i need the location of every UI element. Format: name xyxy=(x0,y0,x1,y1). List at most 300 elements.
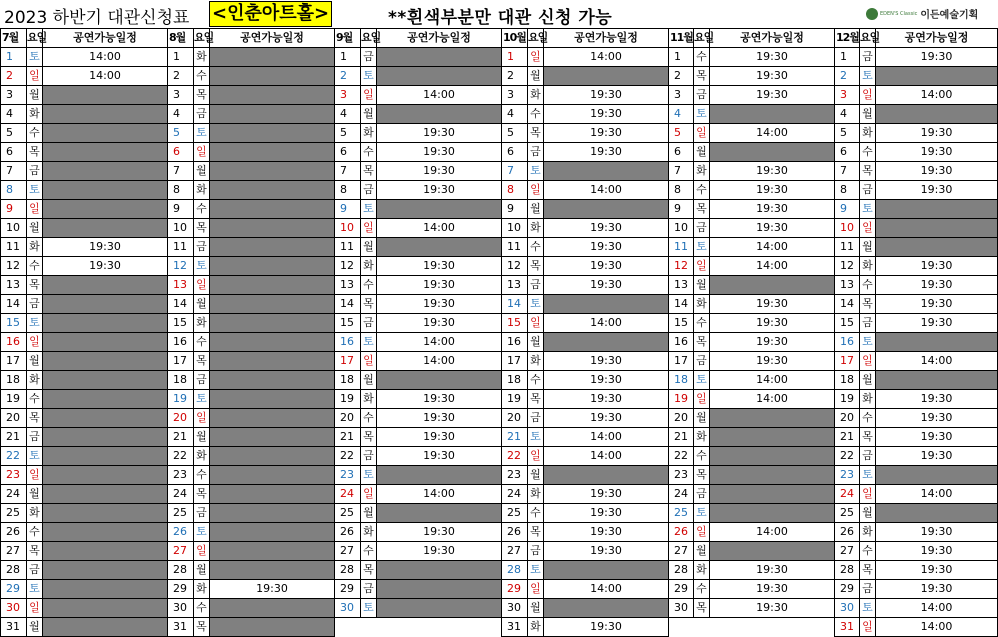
day-number: 13 xyxy=(168,276,194,295)
day-number: 26 xyxy=(502,523,528,542)
available-slot[interactable]: 19:30 xyxy=(544,618,669,637)
day-row xyxy=(502,333,669,352)
weekday-header: 요일 xyxy=(528,29,544,48)
available-slot[interactable]: 14:00 xyxy=(876,618,998,637)
available-slot[interactable]: 14:00 xyxy=(377,86,502,105)
day-row xyxy=(1,238,168,257)
weekday-cell: 목 xyxy=(528,124,544,143)
weekday-cell: 목 xyxy=(194,352,210,371)
blocked-slot xyxy=(210,162,335,181)
schedule-grid xyxy=(0,28,997,633)
blocked-slot xyxy=(377,580,502,599)
day-row xyxy=(168,105,335,124)
weekday-cell: 화 xyxy=(528,485,544,504)
available-slot[interactable]: 14:00 xyxy=(544,580,669,599)
available-slot[interactable]: 19:30 xyxy=(876,162,998,181)
day-number: 21 xyxy=(1,428,27,447)
day-number: 18 xyxy=(835,371,860,390)
day-row xyxy=(669,371,835,390)
day-row xyxy=(1,181,168,200)
available-slot[interactable]: 14:00 xyxy=(377,485,502,504)
day-number: 8 xyxy=(669,181,694,200)
blocked-slot xyxy=(210,447,335,466)
weekday-cell: 월 xyxy=(194,162,210,181)
available-slot[interactable]: 19:30 xyxy=(377,295,502,314)
weekday-cell: 금 xyxy=(528,143,544,162)
available-slot[interactable]: 19:30 xyxy=(544,409,669,428)
available-slot[interactable]: 19:30 xyxy=(876,447,998,466)
available-slot[interactable]: 19:30 xyxy=(710,200,835,219)
day-number: 16 xyxy=(335,333,361,352)
available-slot[interactable]: 19:30 xyxy=(876,257,998,276)
available-slot[interactable]: 14:00 xyxy=(876,352,998,371)
day-number: 15 xyxy=(1,314,27,333)
available-slot[interactable]: 19:30 xyxy=(710,314,835,333)
available-slot[interactable]: 19:30 xyxy=(876,523,998,542)
day-number: 4 xyxy=(168,105,194,124)
day-row xyxy=(1,314,168,333)
available-slot[interactable]: 19:30 xyxy=(876,295,998,314)
blocked-slot xyxy=(43,200,168,219)
weekday-cell: 화 xyxy=(694,561,710,580)
day-number: 2 xyxy=(835,67,860,86)
day-number: 23 xyxy=(335,466,361,485)
day-row xyxy=(669,599,835,618)
available-slot[interactable]: 14:00 xyxy=(544,181,669,200)
available-slot[interactable]: 19:30 xyxy=(377,523,502,542)
available-slot[interactable]: 19:30 xyxy=(710,599,835,618)
day-number: 31 xyxy=(1,618,27,637)
available-slot[interactable]: 19:30 xyxy=(710,580,835,599)
day-row xyxy=(1,333,168,352)
day-row xyxy=(168,618,335,637)
blocked-slot xyxy=(377,599,502,618)
day-number: 15 xyxy=(502,314,528,333)
day-number: 18 xyxy=(669,371,694,390)
available-slot[interactable]: 14:00 xyxy=(377,219,502,238)
day-number: 10 xyxy=(669,219,694,238)
day-row xyxy=(835,485,998,504)
available-slot[interactable]: 19:30 xyxy=(876,428,998,447)
blocked-slot xyxy=(43,333,168,352)
day-number: 4 xyxy=(335,105,361,124)
weekday-cell: 금 xyxy=(860,314,876,333)
available-slot[interactable]: 14:00 xyxy=(544,447,669,466)
day-row xyxy=(335,276,502,295)
blocked-slot xyxy=(210,238,335,257)
available-slot[interactable]: 19:30 xyxy=(710,181,835,200)
weekday-cell: 월 xyxy=(860,105,876,124)
day-number: 30 xyxy=(669,599,694,618)
day-number: 20 xyxy=(835,409,860,428)
blocked-slot xyxy=(43,561,168,580)
weekday-cell: 일 xyxy=(528,181,544,200)
blocked-slot xyxy=(377,67,502,86)
blocked-slot xyxy=(43,86,168,105)
weekday-cell: 토 xyxy=(361,599,377,618)
available-slot[interactable]: 19:30 xyxy=(43,238,168,257)
available-slot[interactable]: 14:00 xyxy=(710,523,835,542)
day-row xyxy=(1,162,168,181)
blocked-slot xyxy=(210,599,335,618)
day-number: 7 xyxy=(835,162,860,181)
available-slot[interactable]: 19:30 xyxy=(377,143,502,162)
weekday-cell: 월 xyxy=(860,371,876,390)
day-row xyxy=(335,295,502,314)
available-slot[interactable]: 14:00 xyxy=(377,352,502,371)
available-slot[interactable]: 19:30 xyxy=(876,143,998,162)
available-slot[interactable]: 14:00 xyxy=(876,485,998,504)
month-label: 7월 xyxy=(1,29,27,48)
day-number: 20 xyxy=(669,409,694,428)
day-number: 11 xyxy=(835,238,860,257)
company-logo xyxy=(866,6,978,22)
weekday-cell: 토 xyxy=(528,295,544,314)
available-slot[interactable]: 19:30 xyxy=(876,580,998,599)
available-slot[interactable]: 14:00 xyxy=(876,86,998,105)
weekday-cell: 금 xyxy=(361,580,377,599)
weekday-cell: 월 xyxy=(694,143,710,162)
available-slot[interactable]: 19:30 xyxy=(876,314,998,333)
day-row xyxy=(502,561,669,580)
available-slot[interactable]: 19:30 xyxy=(544,371,669,390)
day-number: 29 xyxy=(335,580,361,599)
weekday-cell: 목 xyxy=(194,86,210,105)
weekday-cell: 월 xyxy=(194,295,210,314)
day-row xyxy=(335,143,502,162)
day-number: 22 xyxy=(669,447,694,466)
day-number: 19 xyxy=(335,390,361,409)
day-row xyxy=(835,67,998,86)
day-row xyxy=(835,86,998,105)
blocked-slot xyxy=(43,143,168,162)
blocked-slot xyxy=(544,200,669,219)
blocked-slot xyxy=(544,561,669,580)
weekday-cell: 금 xyxy=(694,219,710,238)
weekday-cell: 수 xyxy=(361,542,377,561)
blocked-slot xyxy=(210,466,335,485)
available-slot[interactable]: 19:30 xyxy=(544,124,669,143)
blocked-slot xyxy=(876,200,998,219)
available-slot[interactable]: 19:30 xyxy=(876,48,998,67)
day-number: 25 xyxy=(335,504,361,523)
available-slot[interactable]: 19:30 xyxy=(544,352,669,371)
day-number: 19 xyxy=(835,390,860,409)
day-row xyxy=(669,48,835,67)
blocked-slot xyxy=(544,333,669,352)
day-number: 3 xyxy=(835,86,860,105)
day-number: 8 xyxy=(168,181,194,200)
day-number: 11 xyxy=(1,238,27,257)
day-row xyxy=(168,447,335,466)
day-number: 28 xyxy=(335,561,361,580)
available-slot[interactable]: 19:30 xyxy=(710,219,835,238)
day-row xyxy=(335,428,502,447)
day-number: 6 xyxy=(835,143,860,162)
day-number: 13 xyxy=(335,276,361,295)
blocked-slot xyxy=(210,409,335,428)
available-slot[interactable]: 19:30 xyxy=(377,447,502,466)
weekday-cell: 화 xyxy=(361,390,377,409)
available-slot[interactable]: 14:00 xyxy=(710,257,835,276)
available-slot[interactable]: 19:30 xyxy=(377,162,502,181)
day-number: 8 xyxy=(335,181,361,200)
day-row xyxy=(835,295,998,314)
day-row xyxy=(1,86,168,105)
day-number: 8 xyxy=(502,181,528,200)
weekday-cell: 화 xyxy=(194,48,210,67)
available-slot[interactable]: 19:30 xyxy=(544,86,669,105)
blocked-slot xyxy=(876,504,998,523)
day-row xyxy=(502,200,669,219)
day-row xyxy=(168,67,335,86)
day-row xyxy=(335,67,502,86)
day-number: 10 xyxy=(1,219,27,238)
day-number: 12 xyxy=(669,257,694,276)
day-number: 28 xyxy=(1,561,27,580)
available-slot[interactable]: 19:30 xyxy=(377,390,502,409)
day-number: 11 xyxy=(168,238,194,257)
available-slot[interactable]: 14:00 xyxy=(710,371,835,390)
available-slot[interactable]: 19:30 xyxy=(876,276,998,295)
available-slot[interactable]: 19:30 xyxy=(710,48,835,67)
available-slot[interactable]: 14:00 xyxy=(544,428,669,447)
available-slot[interactable]: 19:30 xyxy=(710,67,835,86)
available-slot[interactable]: 19:30 xyxy=(544,390,669,409)
day-number: 7 xyxy=(335,162,361,181)
day-number: 16 xyxy=(168,333,194,352)
blocked-slot xyxy=(43,162,168,181)
available-slot[interactable]: 19:30 xyxy=(544,276,669,295)
day-row xyxy=(335,352,502,371)
day-row xyxy=(835,257,998,276)
day-number: 28 xyxy=(168,561,194,580)
weekday-cell: 금 xyxy=(361,314,377,333)
day-number: 29 xyxy=(502,580,528,599)
weekday-cell: 월 xyxy=(194,561,210,580)
available-slot[interactable]: 19:30 xyxy=(710,352,835,371)
day-row xyxy=(669,580,835,599)
weekday-cell: 금 xyxy=(361,447,377,466)
available-slot[interactable]: 14:00 xyxy=(544,314,669,333)
weekday-cell: 일 xyxy=(528,314,544,333)
weekday-cell: 월 xyxy=(27,352,43,371)
day-number: 30 xyxy=(1,599,27,618)
blocked-slot xyxy=(710,276,835,295)
day-number: 6 xyxy=(669,143,694,162)
available-slot[interactable]: 14:00 xyxy=(544,48,669,67)
day-row xyxy=(669,333,835,352)
available-slot[interactable]: 14:00 xyxy=(876,599,998,618)
day-row xyxy=(335,580,502,599)
month-header-row xyxy=(1,29,168,48)
available-slot[interactable]: 19:30 xyxy=(377,257,502,276)
weekday-cell: 수 xyxy=(361,409,377,428)
booking-notice: **흰색부분만 대관 신청 가능 xyxy=(388,8,613,28)
available-slot[interactable]: 19:30 xyxy=(876,561,998,580)
blocked-slot xyxy=(876,333,998,352)
day-number: 8 xyxy=(1,181,27,200)
available-slot[interactable]: 19:30 xyxy=(377,314,502,333)
available-slot[interactable]: 19:30 xyxy=(876,542,998,561)
blocked-slot xyxy=(710,428,835,447)
available-slot[interactable]: 19:30 xyxy=(876,390,998,409)
day-number: 21 xyxy=(335,428,361,447)
weekday-cell: 일 xyxy=(194,143,210,162)
blocked-slot xyxy=(210,219,335,238)
weekday-cell: 토 xyxy=(27,580,43,599)
blocked-slot xyxy=(210,618,335,637)
weekday-cell: 토 xyxy=(361,67,377,86)
day-row xyxy=(835,504,998,523)
day-row xyxy=(835,428,998,447)
weekday-cell: 목 xyxy=(194,618,210,637)
available-slot[interactable]: 19:30 xyxy=(377,276,502,295)
day-row xyxy=(168,143,335,162)
day-row xyxy=(1,580,168,599)
weekday-cell: 화 xyxy=(194,181,210,200)
weekday-cell: 월 xyxy=(27,86,43,105)
available-slot[interactable]: 19:30 xyxy=(710,162,835,181)
available-slot[interactable]: 19:30 xyxy=(544,523,669,542)
weekday-cell: 목 xyxy=(860,162,876,181)
day-row xyxy=(335,124,502,143)
day-row xyxy=(835,390,998,409)
weekday-header: 요일 xyxy=(27,29,43,48)
available-slot[interactable]: 14:00 xyxy=(43,67,168,86)
available-slot[interactable]: 19:30 xyxy=(377,409,502,428)
available-slot[interactable]: 19:30 xyxy=(710,295,835,314)
available-slot[interactable]: 19:30 xyxy=(544,542,669,561)
blocked-slot xyxy=(43,523,168,542)
weekday-cell: 목 xyxy=(361,428,377,447)
day-row xyxy=(835,618,998,637)
available-slot[interactable]: 14:00 xyxy=(710,390,835,409)
available-slot[interactable]: 19:30 xyxy=(544,504,669,523)
blocked-slot xyxy=(210,143,335,162)
blocked-slot xyxy=(710,447,835,466)
day-row xyxy=(669,124,835,143)
weekday-cell: 화 xyxy=(694,295,710,314)
day-row xyxy=(168,48,335,67)
day-row xyxy=(835,447,998,466)
available-slot[interactable]: 19:30 xyxy=(876,124,998,143)
available-slot[interactable]: 19:30 xyxy=(544,485,669,504)
weekday-cell: 토 xyxy=(27,181,43,200)
day-number: 8 xyxy=(835,181,860,200)
day-number: 10 xyxy=(168,219,194,238)
available-slot[interactable]: 14:00 xyxy=(710,238,835,257)
day-row xyxy=(168,580,335,599)
available-slot[interactable]: 19:30 xyxy=(710,561,835,580)
weekday-cell: 수 xyxy=(528,105,544,124)
day-number: 13 xyxy=(835,276,860,295)
available-slot[interactable]: 19:30 xyxy=(210,580,335,599)
day-number: 26 xyxy=(835,523,860,542)
month-table xyxy=(834,28,998,633)
day-number: 25 xyxy=(168,504,194,523)
weekday-cell: 금 xyxy=(27,295,43,314)
blocked-slot xyxy=(210,257,335,276)
weekday-cell: 월 xyxy=(194,428,210,447)
day-row xyxy=(168,561,335,580)
available-slot[interactable]: 19:30 xyxy=(544,105,669,124)
weekday-cell: 금 xyxy=(194,238,210,257)
day-number: 3 xyxy=(168,86,194,105)
day-number: 14 xyxy=(335,295,361,314)
weekday-cell: 화 xyxy=(860,257,876,276)
blocked-slot xyxy=(876,67,998,86)
available-slot[interactable]: 19:30 xyxy=(377,181,502,200)
weekday-cell: 토 xyxy=(860,200,876,219)
day-row xyxy=(335,485,502,504)
day-number: 13 xyxy=(502,276,528,295)
weekday-cell: 토 xyxy=(27,314,43,333)
day-row xyxy=(502,580,669,599)
weekday-cell: 수 xyxy=(860,542,876,561)
available-slot[interactable]: 14:00 xyxy=(43,48,168,67)
day-number: 26 xyxy=(168,523,194,542)
day-row xyxy=(335,409,502,428)
available-slot[interactable]: 19:30 xyxy=(377,124,502,143)
weekday-cell: 일 xyxy=(694,257,710,276)
available-slot[interactable]: 19:30 xyxy=(544,238,669,257)
available-slot[interactable]: 19:30 xyxy=(544,143,669,162)
available-slot[interactable]: 19:30 xyxy=(544,257,669,276)
day-row xyxy=(335,390,502,409)
day-row xyxy=(335,257,502,276)
available-slot[interactable]: 14:00 xyxy=(377,333,502,352)
available-slot[interactable]: 19:30 xyxy=(43,257,168,276)
day-row xyxy=(669,485,835,504)
weekday-cell: 일 xyxy=(194,409,210,428)
day-number: 3 xyxy=(335,86,361,105)
weekday-cell: 금 xyxy=(694,86,710,105)
day-row xyxy=(1,561,168,580)
blocked-slot xyxy=(43,352,168,371)
day-row xyxy=(835,143,998,162)
day-number: 6 xyxy=(335,143,361,162)
blocked-slot xyxy=(43,542,168,561)
weekday-cell: 금 xyxy=(694,352,710,371)
day-row xyxy=(335,48,502,67)
weekday-cell: 목 xyxy=(694,599,710,618)
day-row xyxy=(835,333,998,352)
day-row xyxy=(1,428,168,447)
day-number: 18 xyxy=(168,371,194,390)
day-row xyxy=(335,447,502,466)
schedule-header: 공연가능일정 xyxy=(544,29,669,48)
weekday-cell: 월 xyxy=(694,276,710,295)
available-slot[interactable]: 19:30 xyxy=(710,333,835,352)
weekday-cell: 수 xyxy=(694,48,710,67)
day-number: 6 xyxy=(502,143,528,162)
available-slot[interactable]: 19:30 xyxy=(377,542,502,561)
day-number: 4 xyxy=(1,105,27,124)
blocked-slot xyxy=(43,466,168,485)
day-number: 9 xyxy=(669,200,694,219)
weekday-cell: 토 xyxy=(194,124,210,143)
available-slot[interactable]: 14:00 xyxy=(710,124,835,143)
weekday-cell: 화 xyxy=(194,580,210,599)
available-slot[interactable]: 19:30 xyxy=(710,86,835,105)
weekday-cell: 목 xyxy=(361,162,377,181)
available-slot[interactable]: 19:30 xyxy=(377,428,502,447)
available-slot[interactable]: 19:30 xyxy=(876,181,998,200)
available-slot[interactable]: 19:30 xyxy=(544,219,669,238)
day-number: 9 xyxy=(168,200,194,219)
available-slot[interactable]: 19:30 xyxy=(876,409,998,428)
